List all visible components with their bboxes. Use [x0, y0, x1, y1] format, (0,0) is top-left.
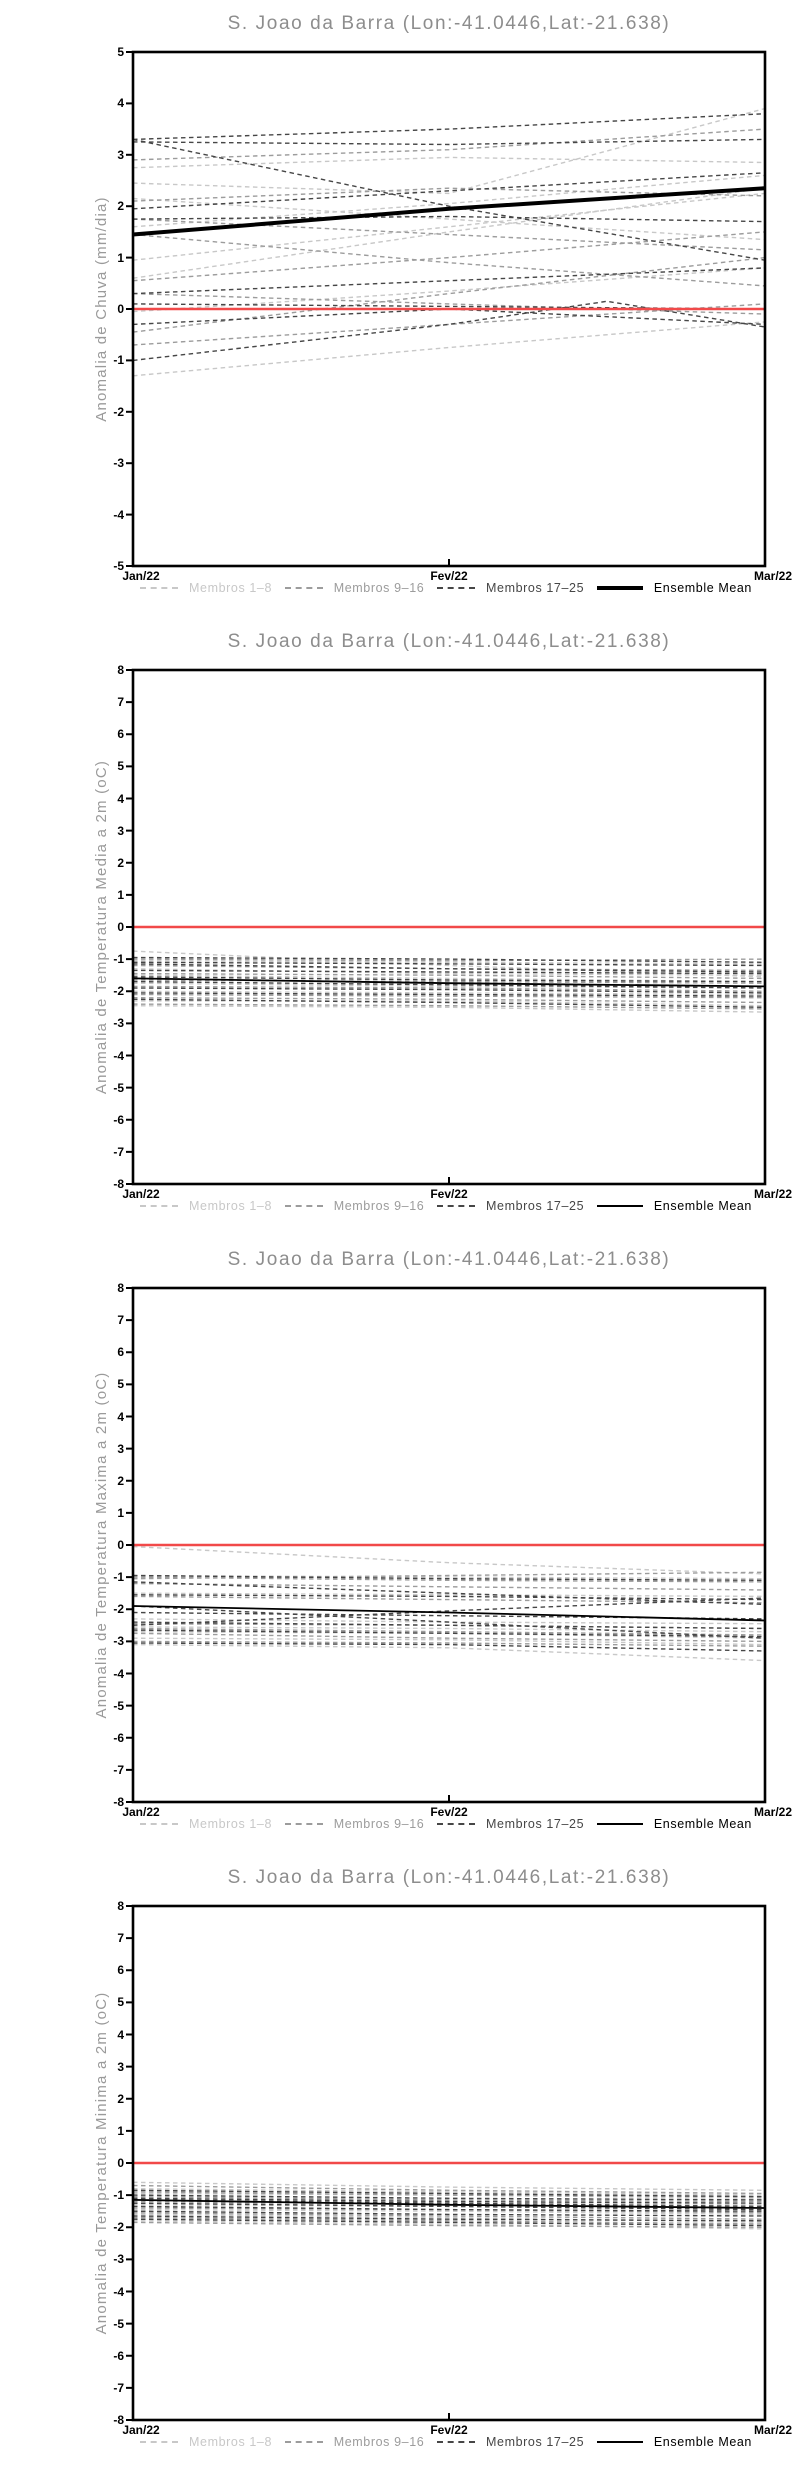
x-tick-label: Jan/22 [122, 569, 160, 583]
legend-label: Ensemble Mean [653, 2435, 752, 2449]
x-tick-label: Fev/22 [430, 1187, 468, 1201]
x-tick-label: Mar/22 [753, 1805, 793, 1819]
y-tick-label: -2 [113, 2220, 124, 2235]
y-tick-label: -6 [113, 1730, 124, 1745]
y-tick-label: -1 [113, 2188, 124, 2203]
y-tick-label: 8 [117, 1899, 124, 1913]
member-line [133, 268, 765, 312]
chart-panel-temp-media [0, 618, 800, 1236]
y-tick-label: 0 [117, 1538, 124, 1552]
y-tick-label: 3 [117, 823, 124, 838]
member-line [133, 235, 765, 286]
x-tick-label: Fev/22 [430, 2423, 468, 2437]
legend-label: Ensemble Mean [653, 1817, 752, 1831]
legend-label: Membros 1–8 [189, 1817, 273, 1831]
y-tick-label: -5 [113, 1080, 124, 1095]
y-tick-label: 4 [117, 96, 124, 111]
y-tick-label: 1 [117, 887, 124, 902]
y-tick-label: -6 [113, 2348, 124, 2363]
x-tick-label: Mar/22 [753, 569, 793, 583]
ensemble-mean-line-sample [597, 1205, 643, 1207]
member-line [133, 139, 765, 144]
y-tick-label: 3 [117, 1441, 124, 1456]
member-line-sample [437, 587, 475, 589]
y-tick-label: -4 [113, 1666, 124, 1681]
y-tick-label: 0 [117, 302, 124, 316]
y-tick-label: -3 [113, 456, 124, 471]
y-tick-label: -2 [113, 1602, 124, 1617]
member-line [133, 322, 765, 376]
legend-label: Membros 9–16 [333, 2435, 425, 2449]
chart-title: S. Joao da Barra (Lon:-41.0446,Lat:-21.638) [227, 631, 671, 652]
legend-item [140, 2435, 272, 2449]
y-tick-label: 8 [117, 663, 124, 677]
y-axis-title: Anomalia de Temperatura Media a 2m (oC) [93, 759, 110, 1095]
ensemble-mean-line [133, 1606, 765, 1621]
y-tick-label: -4 [113, 1048, 124, 1063]
x-tick-label: Jan/22 [122, 1187, 160, 1201]
y-tick-label: 1 [117, 2123, 124, 2138]
y-tick-label: 7 [117, 1313, 124, 1328]
x-tick-label: Fev/22 [430, 1805, 468, 1819]
legend-item [597, 2435, 752, 2449]
legend-label: Membros 17–25 [486, 1199, 585, 1213]
y-tick-label: 5 [117, 1377, 124, 1392]
y-tick-label: 8 [117, 1281, 124, 1295]
y-tick-label: 7 [117, 1931, 124, 1946]
member-line-sample [140, 2441, 178, 2443]
member-line [133, 1584, 765, 1591]
chart-legend [140, 2432, 752, 2452]
y-tick-label: 5 [117, 1995, 124, 2010]
legend-item [437, 581, 584, 595]
chart-panel-temp-maxima [0, 1236, 800, 1854]
member-line [133, 268, 765, 294]
chart-legend [140, 1814, 752, 1834]
y-tick-label: 6 [117, 1345, 124, 1360]
y-tick-label: 2 [117, 199, 124, 214]
chart-title: S. Joao da Barra (Lon:-41.0446,Lat:-21.638) [227, 1249, 671, 1270]
member-line-sample [285, 1205, 323, 1207]
member-line-sample [285, 587, 323, 589]
member-line [133, 1547, 765, 1574]
y-tick-label: -1 [113, 952, 124, 967]
ensemble-mean-line-sample [597, 2441, 643, 2443]
y-tick-label: -3 [113, 2252, 124, 2267]
legend-label: Membros 9–16 [333, 1817, 425, 1831]
y-tick-label: -2 [113, 984, 124, 999]
y-tick-label: -7 [113, 2380, 124, 2395]
y-tick-label: -7 [113, 1144, 124, 1159]
member-line [133, 294, 765, 315]
y-tick-label: -6 [113, 1112, 124, 1127]
legend-label: Ensemble Mean [653, 1199, 752, 1213]
y-tick-label: 5 [117, 759, 124, 774]
y-tick-label: 3 [117, 147, 124, 162]
member-line [133, 109, 765, 194]
y-tick-label: -2 [113, 404, 124, 419]
legend-item [437, 1199, 584, 1213]
y-tick-label: 4 [117, 791, 124, 806]
ensemble-mean-line [133, 188, 765, 234]
y-tick-label: 0 [117, 920, 124, 934]
member-line [133, 217, 765, 222]
member-line [133, 1619, 765, 1624]
member-line-sample [285, 1823, 323, 1825]
y-tick-label: 2 [117, 1473, 124, 1488]
x-tick-label: Jan/22 [122, 1805, 160, 1819]
member-line-sample [140, 587, 178, 589]
chart-panel-chuva [0, 0, 800, 618]
x-tick-label: Mar/22 [753, 2423, 793, 2437]
y-tick-label: 6 [117, 1963, 124, 1978]
member-line-sample [140, 1205, 178, 1207]
y-tick-label: -8 [113, 1177, 124, 1191]
legend-item [437, 1817, 584, 1831]
y-tick-label: -4 [113, 507, 124, 522]
legend-item [437, 2435, 584, 2449]
y-tick-label: -5 [113, 1698, 124, 1713]
legend-item [140, 581, 272, 595]
y-tick-label: -3 [113, 1016, 124, 1031]
member-line [133, 258, 765, 333]
legend-label: Membros 17–25 [486, 581, 585, 595]
legend-label: Membros 1–8 [189, 1199, 273, 1213]
legend-item [285, 1817, 425, 1831]
y-tick-label: 2 [117, 2091, 124, 2106]
y-tick-label: -1 [113, 1570, 124, 1585]
chart-panel-temp-minima [0, 1854, 800, 2472]
x-tick-label: Mar/22 [753, 1187, 793, 1201]
legend-label: Membros 17–25 [486, 1817, 585, 1831]
y-axis-title: Anomalia de Temperatura Maxima a 2m (oC) [93, 1371, 110, 1719]
legend-item [140, 1817, 272, 1831]
member-line [133, 1582, 765, 1605]
x-tick-label: Fev/22 [430, 569, 468, 583]
y-tick-label: 5 [117, 45, 124, 59]
member-line [133, 966, 765, 971]
member-line [133, 175, 765, 226]
y-tick-label: 1 [117, 1505, 124, 1520]
y-tick-label: -7 [113, 1762, 124, 1777]
member-line [133, 998, 765, 1003]
ensemble-mean-line-sample [597, 586, 643, 590]
chart-title: S. Joao da Barra (Lon:-41.0446,Lat:-21.638) [227, 1867, 671, 1888]
x-tick-label: Jan/22 [122, 2423, 160, 2437]
chart-legend [140, 1196, 752, 1216]
member-line [133, 199, 765, 240]
y-tick-label: 7 [117, 695, 124, 710]
chart-title: S. Joao da Barra (Lon:-41.0446,Lat:-21.638) [227, 13, 671, 34]
y-tick-label: 4 [117, 1409, 124, 1424]
y-tick-label: -3 [113, 1634, 124, 1649]
y-tick-label: -1 [113, 353, 124, 368]
member-line [133, 219, 765, 250]
member-line [133, 1643, 765, 1651]
legend-item [285, 581, 425, 595]
y-tick-label: 3 [117, 2059, 124, 2074]
y-tick-label: 1 [117, 250, 124, 265]
member-line-sample [437, 2441, 475, 2443]
legend-item [140, 1199, 272, 1213]
legend-label: Membros 1–8 [189, 2435, 273, 2449]
legend-label: Membros 9–16 [333, 581, 425, 595]
member-line-sample [285, 2441, 323, 2443]
chart-legend [140, 578, 752, 598]
y-tick-label: 6 [117, 727, 124, 742]
y-tick-label: 2 [117, 855, 124, 870]
legend-label: Ensemble Mean [653, 581, 752, 595]
member-line [133, 1645, 765, 1661]
legend-item [285, 2435, 425, 2449]
y-axis-title: Anomalia de Temperatura Minima a 2m (oC) [93, 1991, 110, 2335]
member-line [133, 1006, 765, 1012]
y-tick-label: -5 [113, 2316, 124, 2331]
y-tick-label: -8 [113, 1795, 124, 1809]
legend-label: Membros 1–8 [189, 581, 273, 595]
ensemble-mean-line-sample [597, 1823, 643, 1825]
y-tick-label: 4 [117, 2027, 124, 2042]
member-line-sample [437, 1205, 475, 1207]
y-axis-title: Anomalia de Chuva (mm/dia) [93, 196, 110, 422]
member-line [133, 232, 765, 281]
legend-item [597, 581, 752, 595]
member-line [133, 2182, 765, 2190]
member-line-sample [140, 1823, 178, 1825]
y-tick-label: -8 [113, 2413, 124, 2427]
y-tick-label: 0 [117, 2156, 124, 2170]
member-line-sample [437, 1823, 475, 1825]
legend-label: Membros 17–25 [486, 2435, 585, 2449]
legend-item [285, 1199, 425, 1213]
y-tick-label: -5 [113, 559, 124, 573]
y-tick-label: -4 [113, 2284, 124, 2299]
legend-label: Membros 9–16 [333, 1199, 425, 1213]
legend-item [597, 1817, 752, 1831]
legend-item [597, 1199, 752, 1213]
